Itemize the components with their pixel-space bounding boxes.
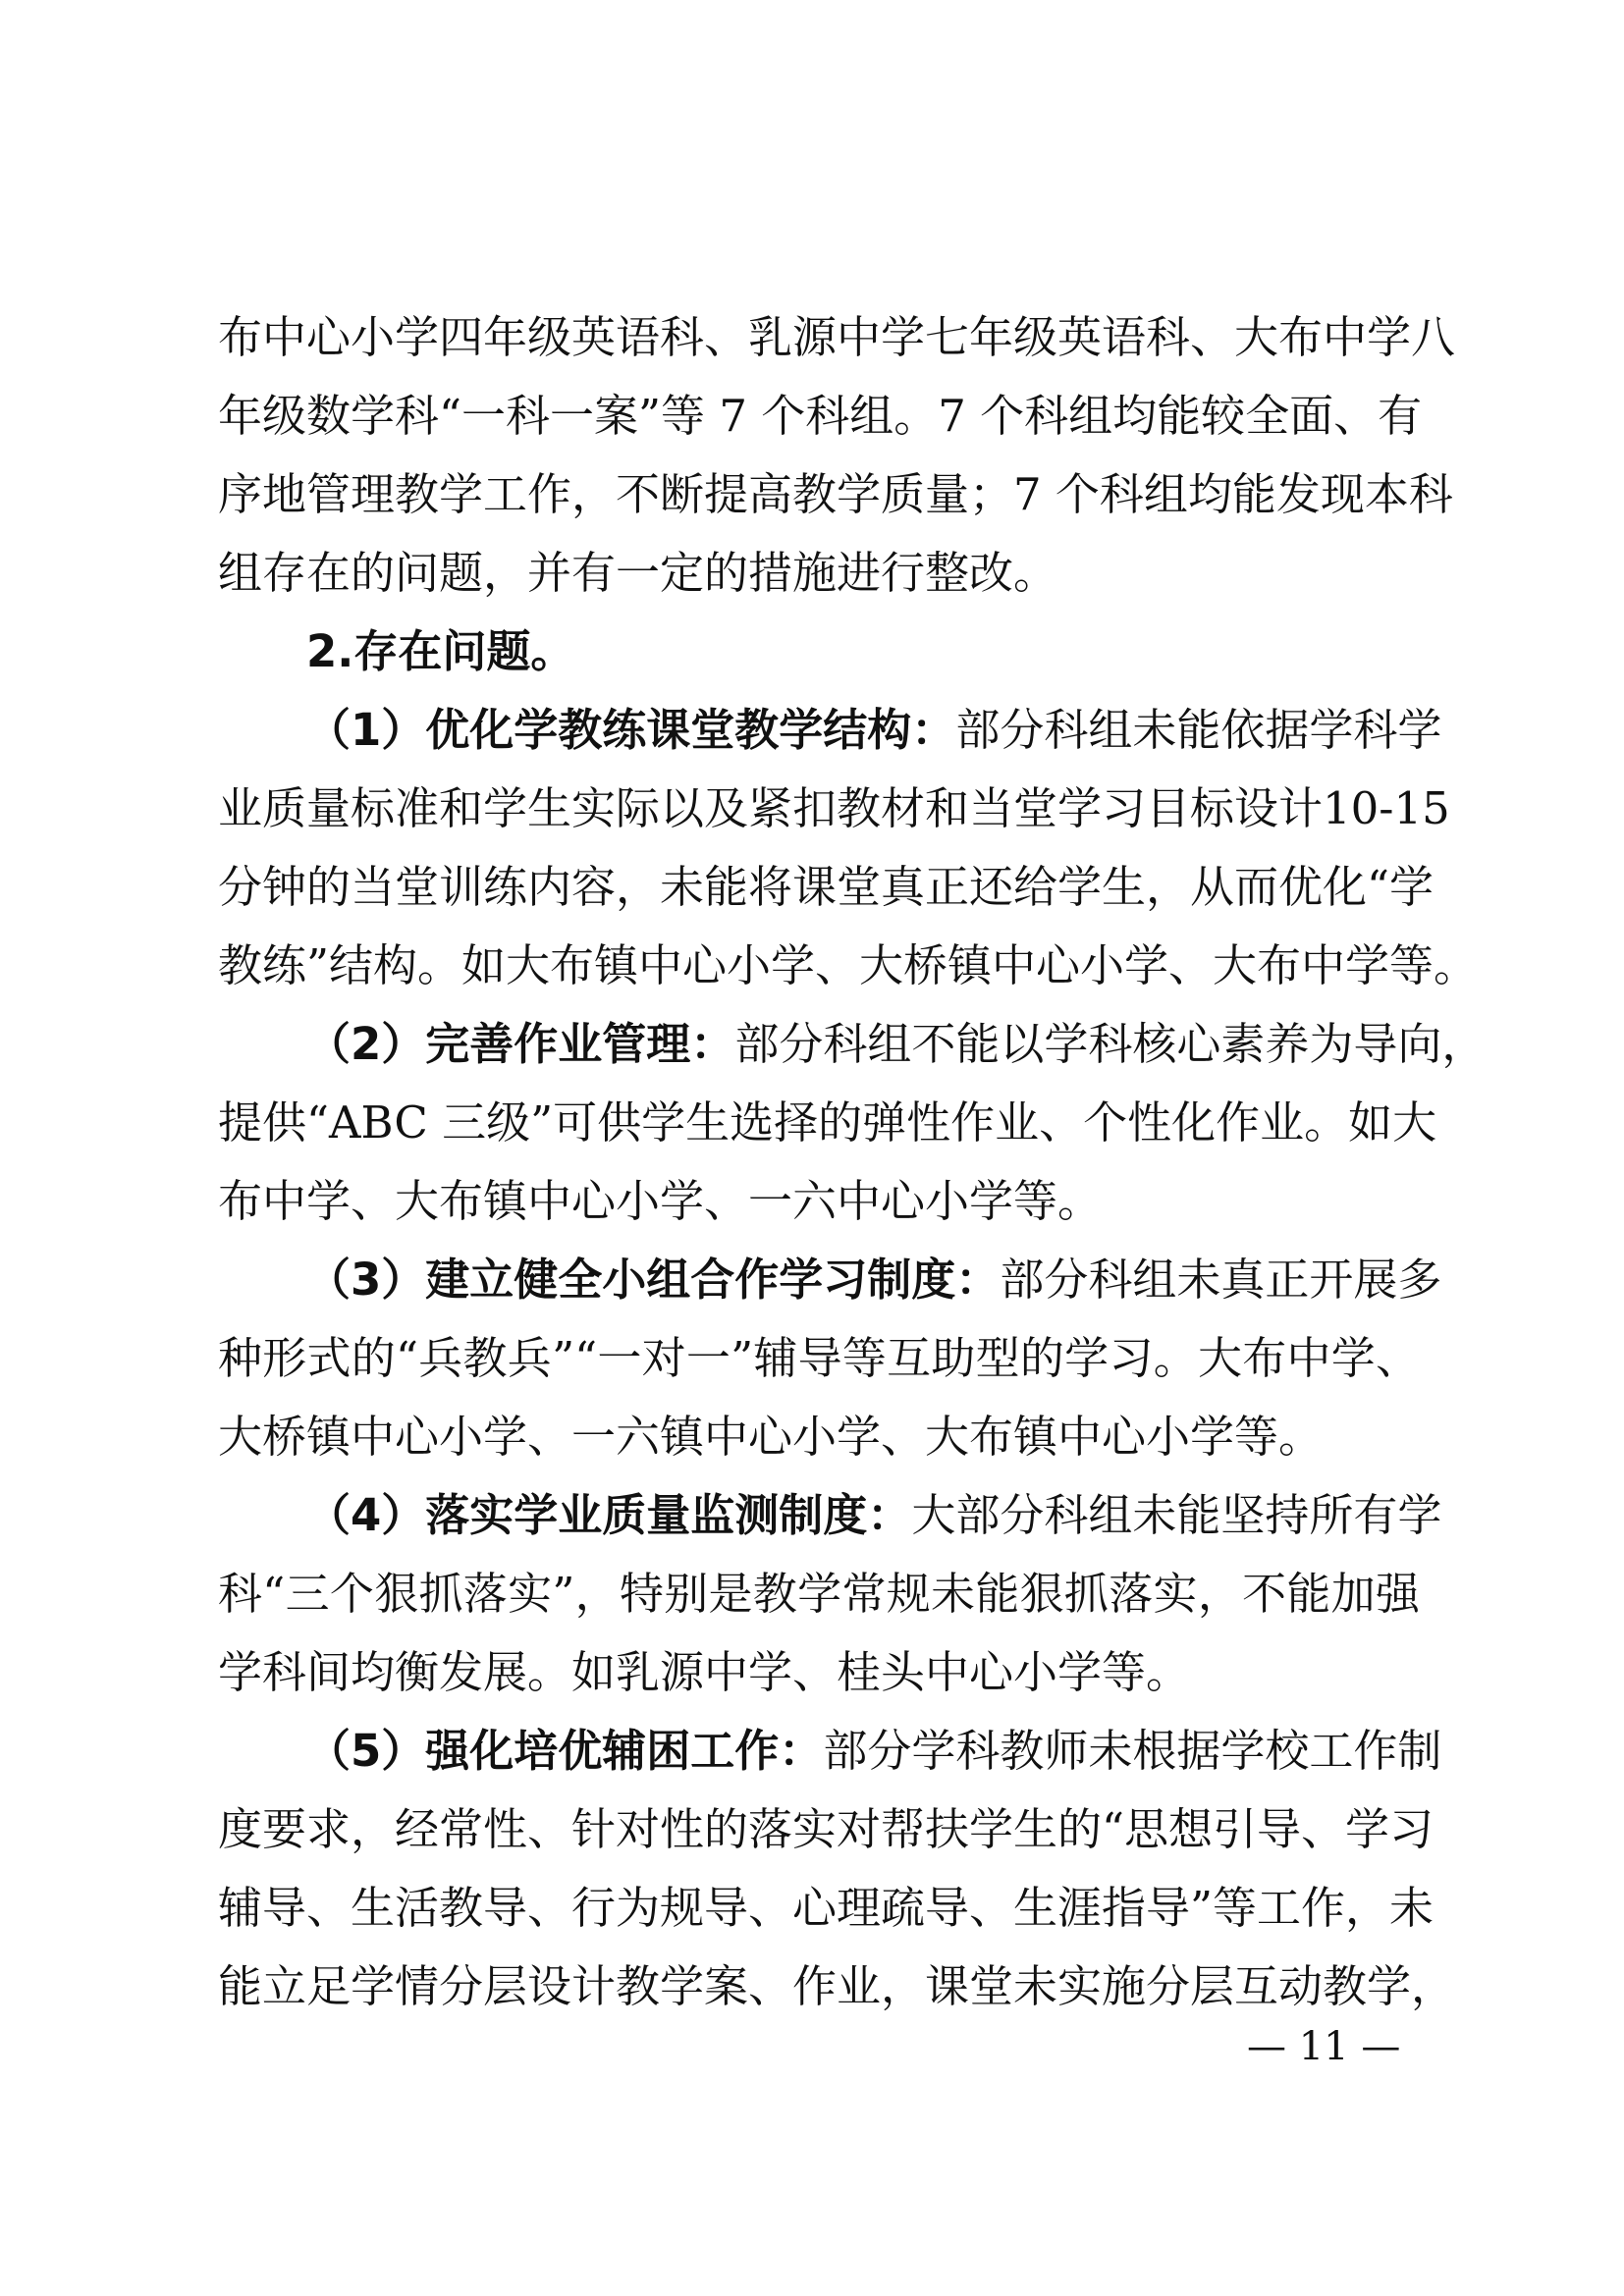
item-4-line: 学科间均衡发展。如乳源中学、桂头中心小学等。 bbox=[218, 1646, 1191, 1698]
item-1-text: 部分科组未能依据学科学 bbox=[955, 704, 1442, 756]
item-1-first-line bbox=[218, 691, 1442, 770]
item-5-first-line bbox=[218, 1712, 1442, 1790]
item-3-line: 种形式的“兵教兵”“一对一”辅导等互助型的学习。大布中学、 bbox=[218, 1332, 1420, 1384]
item-5-label: （5）强化培优辅困工作： bbox=[306, 1725, 824, 1777]
paragraph-line: 布中心小学四年级英语科、乳源中学七年级英语科、大布中学八 bbox=[218, 311, 1456, 363]
item-2-first-line bbox=[218, 1005, 1487, 1084]
item-3-label: （3）建立健全小组合作学习制度： bbox=[306, 1254, 1001, 1306]
item-3-first-line bbox=[218, 1241, 1442, 1319]
item-5-line: 辅导、生活教导、行为规导、心理疏导、生涯指导”等工作，未 bbox=[218, 1882, 1435, 1934]
item-2-text: 部分科组不能以学科核心素养为导向， bbox=[734, 1018, 1487, 1070]
item-5-line: 能立足学情分层设计教学案、作业，课堂未实施分层互动教学， bbox=[218, 1960, 1456, 2012]
item-2-label: （2）完善作业管理： bbox=[306, 1018, 735, 1070]
item-1-line: 业质量标准和学生实际以及紧扣教材和当堂学习目标设计10-15 bbox=[218, 782, 1450, 834]
paragraph-line: 组存在的问题，并有一定的措施进行整改。 bbox=[218, 547, 1058, 599]
item-3-line: 大桥镇中心小学、一六镇中心小学、大布镇中心小学等。 bbox=[218, 1411, 1324, 1463]
item-2-line: 布中学、大布镇中心小学、一六中心小学等。 bbox=[218, 1175, 1103, 1227]
section-heading: 2.存在问题。 bbox=[306, 625, 575, 677]
item-5-text: 部分学科教师未根据学校工作制 bbox=[823, 1725, 1442, 1777]
item-1-line: 教练”结构。如大布镇中心小学、大桥镇中心小学、大布中学等。 bbox=[218, 939, 1479, 991]
item-4-text: 大部分科组未能坚持所有学 bbox=[911, 1489, 1442, 1541]
item-4-first-line bbox=[218, 1476, 1442, 1555]
item-4-label: （4）落实学业质量监测制度： bbox=[306, 1489, 912, 1541]
item-2-line: 提供“ABC 三级”可供学生选择的弹性作业、个性化作业。如大 bbox=[218, 1096, 1437, 1148]
item-1-line: 分钟的当堂训练内容，未能将课堂真正还给学生，从而优化“学 bbox=[218, 861, 1435, 913]
paragraph-line: 序地管理教学工作，不断提高教学质量；7 个科组均能发现本科 bbox=[218, 468, 1453, 520]
document-body bbox=[218, 298, 1487, 2026]
item-5-line: 度要求，经常性、针对性的落实对帮扶学生的“思想引导、学习 bbox=[218, 1803, 1435, 1855]
item-1-label: （1）优化学教练课堂教学结构： bbox=[306, 704, 956, 756]
item-3-text: 部分科组未真正开展多 bbox=[1000, 1254, 1442, 1306]
page-number: — 11 — bbox=[1247, 2024, 1401, 2069]
paragraph-line: 年级数学科“一科一案”等 7 个科组。7 个科组均能较全面、有 bbox=[218, 390, 1423, 442]
item-4-line: 科“三个狠抓落实”，特别是教学常规未能狠抓落实，不能加强 bbox=[218, 1568, 1420, 1620]
